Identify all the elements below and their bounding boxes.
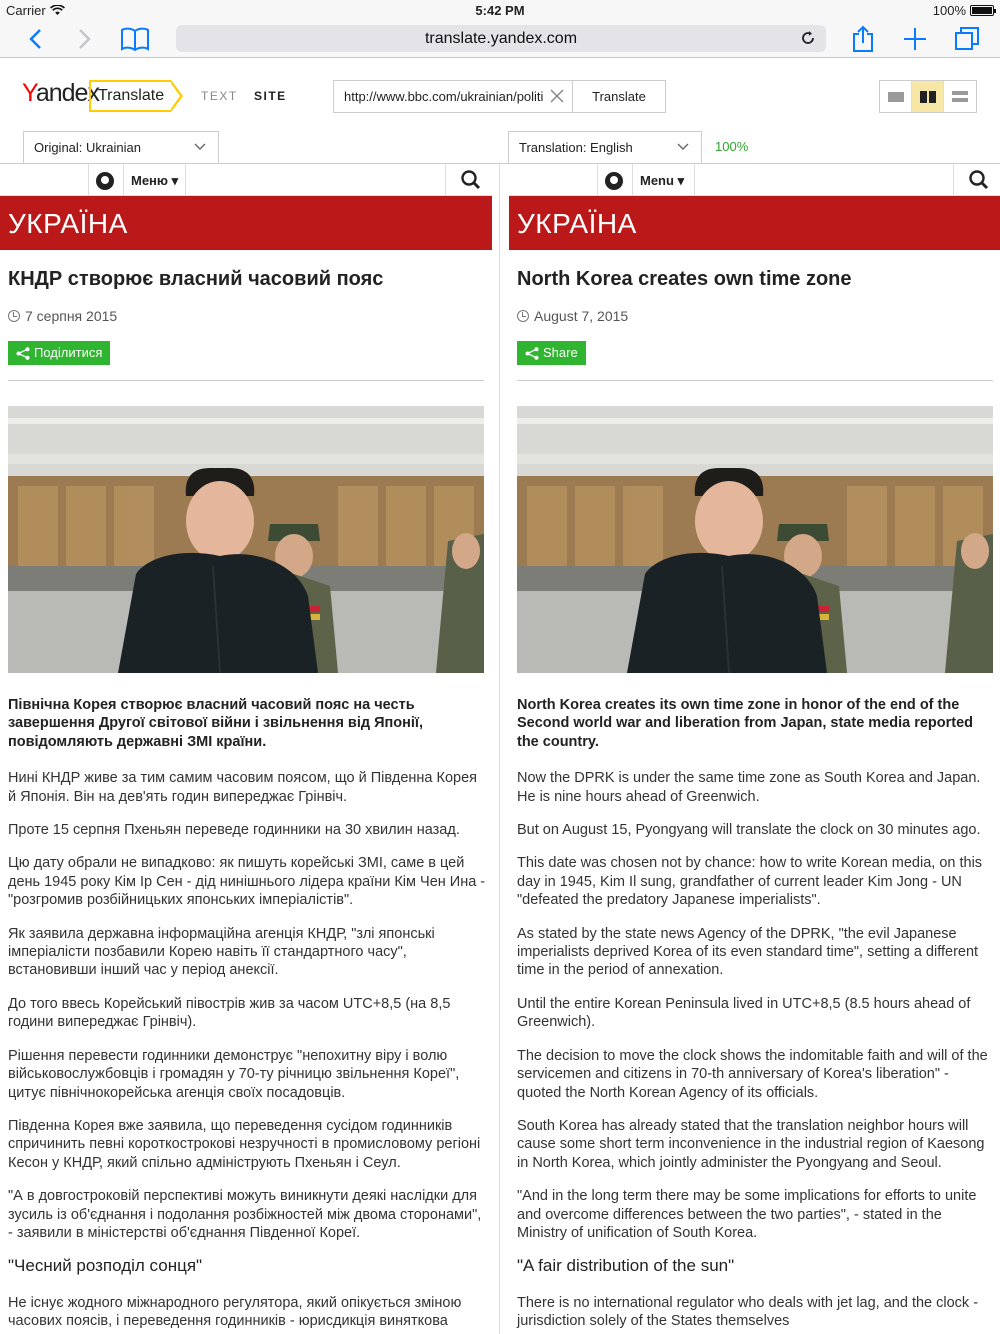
- paragraph: Until the entire Korean Peninsula lived in UTC+8,5 (8.5 hours ahead of Greenwich).: [517, 995, 971, 1031]
- paragraph: The decision to move the clock shows the indomitable faith and will of the servicemen and citizens in 70-th anniversary of Korea's liberation" - quoted the North Korean Agency of its officials.: [517, 1047, 988, 1101]
- paragraph: Проте 15 серпня Пхеньян переведе годинники на 30 хвилин назад.: [8, 822, 460, 839]
- translation-language-select[interactable]: [508, 131, 702, 164]
- share-label: Поділитися: [34, 345, 103, 360]
- article-date: [517, 308, 628, 324]
- status-bar: [0, 0, 1000, 20]
- chevron-down-icon: [194, 132, 206, 163]
- paragraph: Now the DPRK is under the same time zone as South Korea and Japan. He is nine hours ahead of Greenwich.: [517, 770, 981, 805]
- account-icon[interactable]: [605, 172, 623, 190]
- layout-stacked-icon[interactable]: [944, 81, 976, 112]
- article-divider: [517, 380, 993, 381]
- paragraph: But on August 15, Pyongyang will translate the clock on 30 minutes ago.: [517, 822, 981, 839]
- paragraph: As stated by the state news Agency of the DPRK, "the evil Japanese imperialists deprived Korea of its even standard time", setting a different time in the period of annexation.: [517, 925, 979, 979]
- translation-progress: 100%: [715, 139, 749, 154]
- share-icon: [16, 347, 30, 360]
- share-icon: [525, 347, 539, 360]
- address-text: translate.yandex.com: [424, 30, 578, 47]
- tabs-icon[interactable]: [952, 24, 982, 54]
- layout-single-icon[interactable]: [880, 81, 912, 112]
- original-language-label: Original: Ukrainian: [34, 140, 141, 155]
- forward-icon[interactable]: [70, 24, 100, 54]
- clock-time: 5:42 PM: [475, 3, 525, 18]
- date-label: 7 серпня 2015: [25, 308, 118, 324]
- layout-side-by-side-icon[interactable]: [912, 81, 944, 112]
- paragraph: Не існує жодного міжнародного регулятора, який опікується зміною часових поясів, і переведення годинників - юрисдикція виняткова: [8, 1294, 462, 1330]
- lead-paragraph: Північна Корея створює власний часовий пояс на честь завершення Другої світової війни і звільнення від Японії, повідомляють державні ЗМІ країни.: [8, 697, 424, 750]
- paragraph: "And in the long term there may be some implications for efforts to unite and overcome differences between the two parties", - stated in the Ministry of unification of South Korea.: [517, 1188, 977, 1241]
- pane-divider[interactable]: [499, 163, 500, 1334]
- subheading: "A fair distribution of the sun": [517, 1256, 735, 1276]
- menu-button[interactable]: Меню ▾: [131, 173, 179, 188]
- translate-logo[interactable]: Translate: [89, 80, 171, 112]
- menu-button[interactable]: Menu ▾: [640, 173, 685, 188]
- nav-text-tab[interactable]: TEXT: [201, 89, 238, 103]
- chevron-down-icon: [677, 132, 689, 163]
- article-headline: КНДР створює власний часовий пояс: [8, 268, 384, 290]
- lead-paragraph: North Korea creates its own time zone in honor of the end of the Second world war and liberation from Japan, state media reported the country.: [517, 697, 974, 750]
- bookmarks-icon[interactable]: [120, 24, 150, 54]
- address-bar[interactable]: [176, 25, 826, 52]
- translation-pane: [509, 164, 1000, 1334]
- battery-percent: 100%: [932, 3, 966, 18]
- paragraph: Південна Корея вже заявила, що переведення сусідом годинників спричинить певні короткострокові незручності в промисловому регіоні Кесон у КНДР, який спільно адмініструють Пхеньян і Сеул.: [8, 1117, 481, 1171]
- paragraph: Рішення перевести годинники демонструє "непохитну віру і волю військовослужбовців і громадян у 70-ту річницю звільнення Кореї", цитує північнокорейська агенція своїх посадовців.: [8, 1047, 460, 1101]
- menu-label: Меню: [131, 173, 169, 188]
- battery-icon: [970, 5, 994, 16]
- site-url-input[interactable]: http://www.bbc.com/ukrainian/politi: [333, 80, 573, 113]
- account-icon[interactable]: [96, 172, 114, 190]
- browser-toolbar: [0, 20, 1000, 58]
- bbc-nav: [0, 164, 492, 196]
- section-banner[interactable]: УКРАЇНА: [0, 196, 492, 250]
- new-tab-icon[interactable]: [900, 24, 930, 54]
- translation-language-label: Translation: English: [519, 140, 633, 155]
- layout-switch: [879, 80, 977, 113]
- search-icon[interactable]: [460, 169, 482, 191]
- back-icon[interactable]: [20, 24, 50, 54]
- paragraph: Нині КНДР живе за тим самим часовим поясом, що й Південна Корея й Японія. Він на дев'ять годин випереджає Грінвіч.: [8, 770, 478, 805]
- bbc-nav: [509, 164, 1000, 196]
- original-language-select[interactable]: [23, 131, 219, 164]
- subheading: "Чесний розподіл сонця": [8, 1256, 203, 1276]
- paragraph: Як заявила державна інформаційна агенція КНДР, "злі японські імперіалісти позбавили Корею навіть її стандартного часу", встановивши інший час у період анексії.: [8, 925, 435, 979]
- share-button[interactable]: [517, 341, 586, 365]
- paragraph: South Korea has already stated that the translation neighbor hours will cause some short term inconvenience in the industrial region of Kaesong in North Korea, which jointly administer the Pyongyang and Seoul.: [517, 1117, 985, 1171]
- paragraph: This date was chosen not by chance: how to write Korean media, on this day in 1945, Kim Il sung, grandfather of current leader Kim Jong - UN "defeated the predatory Japanese imperialists".: [517, 855, 983, 909]
- article-divider: [8, 380, 484, 381]
- search-icon[interactable]: [968, 169, 990, 191]
- article-body: [517, 696, 991, 1334]
- clock-icon: [517, 310, 529, 322]
- share-label: Share: [543, 345, 578, 360]
- yandex-header: [0, 59, 1000, 131]
- paragraph: Цю дату обрали не випадково: як пишуть корейські ЗМІ, саме в цей день 1945 року Кім Ір Сен - дід нинішнього лідера країни Кім Чен Ина - "розгромив розбійницьких японських імперіалістів".: [8, 855, 486, 909]
- clear-icon[interactable]: [543, 81, 571, 112]
- date-label: August 7, 2015: [534, 308, 629, 324]
- article-photo: [8, 406, 484, 673]
- nav-site-tab[interactable]: SITE: [254, 89, 287, 103]
- clock-icon: [8, 310, 20, 322]
- yandex-logo[interactable]: Yandex: [22, 79, 99, 107]
- menu-label: Menu: [640, 173, 674, 188]
- original-pane: [0, 164, 492, 1334]
- paragraph: До того ввесь Корейський півострів жив за часом UTC+8,5 (на 8,5 години випереджає Грінвіч).: [8, 995, 451, 1031]
- paragraph: There is no international regulator who deals with jet lag, and the clock - jurisdiction solely of the States themselves: [517, 1294, 979, 1330]
- article-body: [8, 696, 486, 1334]
- carrier-label: Carrier: [6, 3, 46, 18]
- share-icon[interactable]: [848, 24, 878, 54]
- share-button[interactable]: [8, 341, 110, 365]
- article-date: [8, 308, 117, 324]
- article-headline: North Korea creates own time zone: [517, 268, 852, 290]
- section-banner[interactable]: УКРАЇНА: [509, 196, 1000, 250]
- paragraph: "А в довгостроковій перспективі можуть виникнути деякі наслідки для зусиль із об'єднання і подолання розбіжностей між двома сторонами", - заявили в міністерстві об'єднання Південної Кореї.: [8, 1188, 482, 1241]
- translate-button[interactable]: Translate: [572, 80, 666, 113]
- article-photo: [517, 406, 993, 673]
- reload-icon[interactable]: [800, 25, 816, 54]
